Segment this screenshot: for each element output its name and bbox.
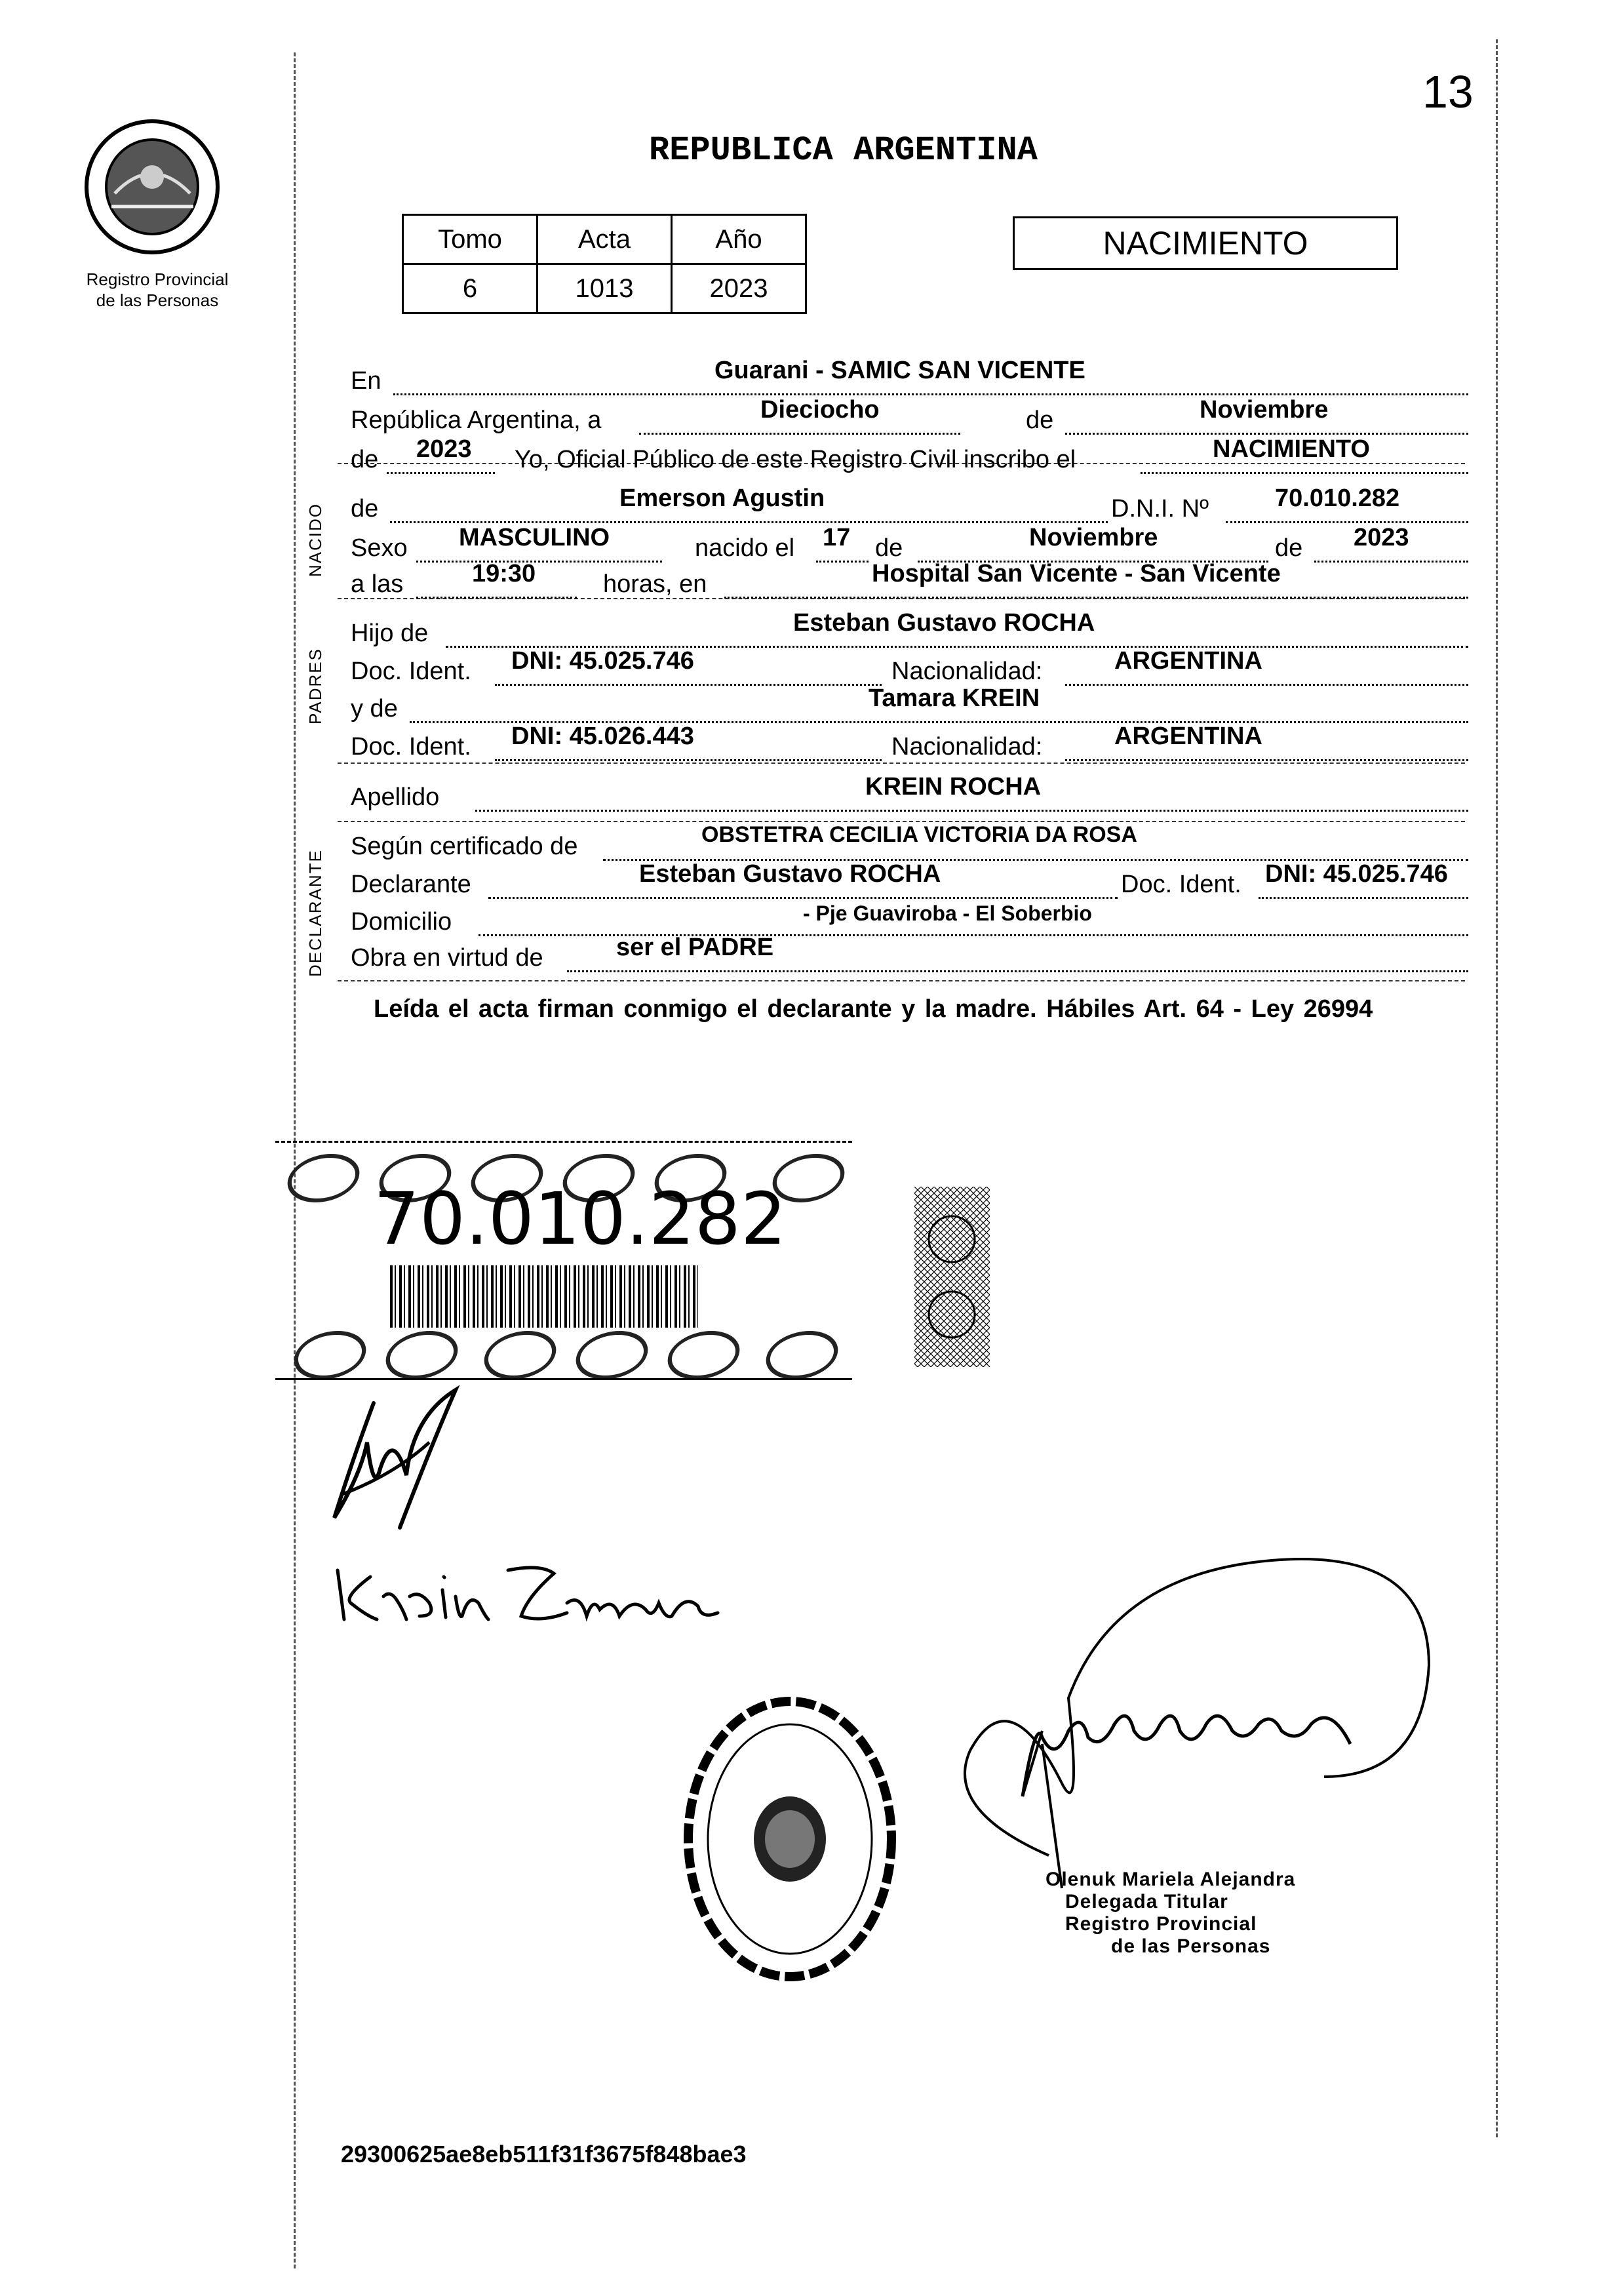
dots (1065, 684, 1468, 686)
dots (1259, 897, 1468, 899)
dots (1314, 561, 1468, 563)
value-obra: ser el PADRE (616, 934, 774, 961)
label-de-nombre: de (351, 495, 379, 523)
dots (639, 433, 960, 435)
value-dia-nac: 17 (823, 524, 851, 551)
table-value-tomo: 6 (403, 264, 537, 313)
official-title: Delegada Titular (1065, 1891, 1228, 1912)
table-header-anio: Año (672, 215, 806, 264)
doc-type-box: NACIMIENTO (1013, 216, 1398, 270)
table-header-tomo: Tomo (403, 215, 537, 264)
value-padre: Esteban Gustavo ROCHA (793, 609, 1095, 637)
label-nacionalidad-padre: Nacionalidad: (891, 658, 1043, 685)
label-de-mes: de (1026, 406, 1054, 434)
value-padre-nac: ARGENTINA (1114, 647, 1262, 675)
value-mes: Noviembre (1200, 396, 1329, 424)
label-de2: de (875, 534, 903, 562)
dots (416, 561, 662, 563)
label-y-de: y de (351, 695, 398, 722)
right-border-line (1496, 39, 1498, 2137)
dots (393, 393, 1468, 395)
closing-text: Leída el acta firman conmigo el declarante y la madre. Hábiles Art. 64 - Ley 26994 (374, 995, 1373, 1023)
father-signature (315, 1377, 485, 1547)
value-acto: NACIMIENTO (1213, 435, 1370, 463)
value-dni: 70.010.282 (1275, 485, 1400, 512)
registry-line2: de las Personas (96, 290, 219, 310)
id-sticker (275, 1141, 859, 1383)
section-label-padres: PADRES (305, 648, 325, 724)
value-hora: 19:30 (472, 560, 536, 587)
label-sexo: Sexo (351, 534, 408, 562)
value-nombre: Emerson Agustin (619, 485, 825, 512)
dots (495, 684, 882, 686)
value-padre-doc: DNI: 45.025.746 (511, 647, 694, 675)
label-dni: D.N.I. Nº (1111, 495, 1209, 523)
document-hash: 29300625ae8eb511f31f3675f848bae3 (341, 2141, 747, 2167)
label-segun: Según certificado de (351, 833, 578, 860)
label-doc-ident-declarante: Doc. Ident. (1121, 871, 1241, 898)
table-value-anio: 2023 (672, 264, 806, 313)
label-a-las: a las (351, 570, 404, 598)
table-value-acta: 1013 (537, 264, 672, 313)
value-lugar-nac: Hospital San Vicente - San Vicente (872, 560, 1281, 587)
section-label-declarante: DECLARANTE (305, 849, 325, 977)
separator-declarante-bottom (338, 980, 1465, 981)
label-nacionalidad-madre: Nacionalidad: (891, 733, 1043, 761)
official-name: Olenuk Mariela Alejandra (1045, 1869, 1296, 1890)
value-lugar: Guarani - SAMIC SAN VICENTE (714, 357, 1085, 384)
registry-name (72, 269, 243, 311)
label-hijo-de: Hijo de (351, 620, 429, 647)
dots (724, 597, 1468, 599)
dots (1226, 521, 1468, 523)
hologram-pattern (914, 1187, 990, 1367)
label-apellido: Apellido (351, 783, 440, 811)
dots (816, 561, 869, 563)
official-office-2: de las Personas (1111, 1935, 1271, 1957)
value-declarante-doc: DNI: 45.025.746 (1265, 860, 1448, 888)
label-yo: Yo, Oficial Público de este Registro Civil inscribo el (515, 446, 1076, 473)
country-title: REPUBLICA ARGENTINA (649, 131, 1038, 170)
value-madre-nac: ARGENTINA (1114, 722, 1262, 750)
value-madre: Tamara KREIN (869, 684, 1040, 712)
official-stamp (1045, 1869, 1295, 1958)
label-republica: República Argentina, a (351, 406, 602, 434)
dots (488, 897, 1118, 899)
value-domicilio: - Pje Guaviroba - El Soberbio (803, 901, 1092, 925)
value-anio: 2023 (416, 435, 472, 463)
dots (390, 521, 1108, 523)
dots (475, 810, 1468, 812)
dots (567, 970, 1468, 972)
label-doc-ident-madre: Doc. Ident. (351, 733, 471, 761)
round-official-seal (682, 1692, 898, 1987)
label-nacido-el: nacido el (695, 534, 795, 562)
label-horas-en: horas, en (603, 570, 707, 598)
value-certificado: OBSTETRA CECILIA VICTORIA DA ROSA (701, 822, 1137, 847)
label-declarante: Declarante (351, 871, 471, 898)
value-anio-nac: 2023 (1354, 524, 1409, 551)
sticker-number: 70.010.282 (374, 1177, 787, 1261)
table-header-acta: Acta (537, 215, 672, 264)
section-label-nacido: NACIDO (305, 502, 325, 577)
acta-table (402, 214, 807, 314)
separator-padres-bottom (338, 762, 1465, 764)
dots (1065, 759, 1468, 761)
value-mes-nac: Noviembre (1029, 524, 1158, 551)
sticker-top-border (275, 1141, 852, 1143)
dots (495, 759, 882, 761)
label-de-anio: de (351, 446, 379, 473)
value-dia-letras: Dieciocho (760, 396, 880, 424)
dots (1141, 472, 1468, 474)
label-domicilio: Domicilio (351, 908, 452, 936)
value-madre-doc: DNI: 45.026.443 (511, 722, 694, 750)
mother-signature (331, 1557, 724, 1629)
barcode (390, 1265, 698, 1328)
label-de3: de (1275, 534, 1303, 562)
dots (387, 472, 495, 474)
registry-line1: Registro Provincial (86, 269, 229, 289)
official-office: Registro Provincial (1065, 1913, 1257, 1935)
page-number: 13 (1422, 66, 1474, 117)
value-declarante: Esteban Gustavo ROCHA (639, 860, 941, 888)
sticker-pattern-bottom (275, 1331, 852, 1377)
dots (416, 597, 577, 599)
value-sexo: MASCULINO (459, 524, 610, 551)
label-doc-ident-padre: Doc. Ident. (351, 658, 471, 685)
dots (1065, 433, 1468, 435)
label-obra: Obra en virtud de (351, 944, 543, 972)
official-signature (905, 1534, 1442, 1901)
value-apellido: KREIN ROCHA (865, 773, 1042, 801)
label-en: En (351, 367, 381, 395)
province-seal-logo (82, 115, 223, 256)
